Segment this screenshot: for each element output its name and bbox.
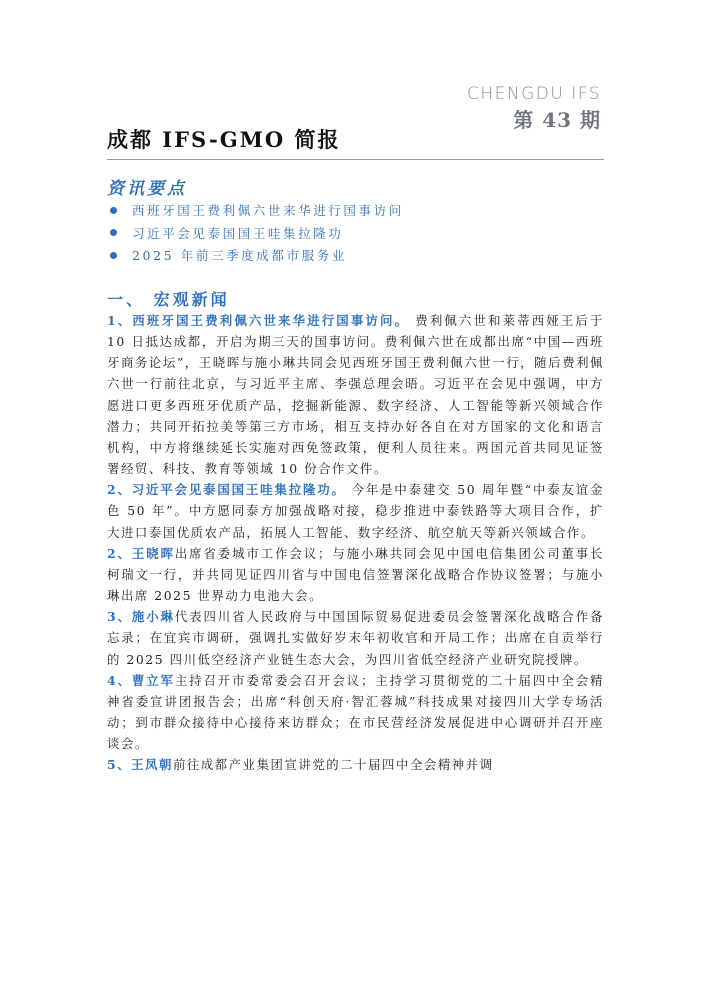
news-paragraph [107, 310, 604, 479]
paragraph-body: 出席省委城市工作会议；与施小琳共同会见中国电信集团公司董事长柯瑞文一行，并共同见证四川省与中国电信签署深化战略合作协议签署；与施小琳出席 2025 世界动力电池大会。 [107, 545, 605, 604]
highlights-list [110, 199, 404, 267]
paragraph-body: 今年是中泰建交 50 周年暨“中泰友谊金色 50 年”。中方愿同泰方加强战略对接，稳步推进中泰铁路等大项目合作，扩大进口泰国优质农产品，拓展人工智能、数字经济、航空航天等新兴领域合作。 [107, 482, 604, 540]
highlights-heading: 资讯要点 [107, 179, 187, 199]
paragraph-lead: 1、西班牙国王费利佩六世来华进行国事访问。 [107, 313, 410, 328]
section-heading: 一、 宏观新闻 [107, 290, 230, 309]
person-name: 王凤朝 [131, 757, 173, 773]
paragraph-body: 前往成都产业集团宣讲党的二十届四中全会精神并调 [172, 757, 494, 773]
section-content [107, 310, 604, 775]
person-name: 王晓晖 [131, 545, 175, 561]
paragraph-body: 费利佩六世和莱蒂西娅王后于 10 日抵达成都，开启为期三天的国事访问。费利佩六世在成都出席“中国—西班牙商务论坛”，王晓晖与施小琳共同会见西班牙国王费利佩六世一行，随后费利佩六世一行前往北京，与习近平主席、李强总理会晤。习近平在会见中强调，中方愿进口更多西班牙优质产品，挖掘新能源、数字经济、人工智能等新兴领域合作潜力；共同开拓拉美等第三方市场，相互支持办好各自在对方国家的文化和语言机构，中方将继续延长实施对西免签政策，便利人员往来。两国元首共同见证签署经贸、科技、教育等领域 10 份合作文件。 [107, 313, 605, 477]
bullet-icon [110, 252, 117, 259]
paragraph-lead: 4、 [107, 672, 132, 688]
person-name: 曹立军 [131, 672, 175, 688]
news-paragraph [107, 754, 604, 775]
news-paragraph [107, 670, 604, 755]
title-divider [107, 159, 604, 160]
paragraph-body: 代表四川省人民政府与中国国际贸易促进委员会签署深化战略合作备忘录；在宜宾市调研，强调扎实做好岁末年初收官和开局工作；出席在自贡举行的 2025 四川低空经济产业链生态大会，为四川省低空经济产业研究院授牌。 [107, 609, 605, 667]
paragraph-lead: 2、习近平会见泰国国王哇集拉隆功。 [107, 482, 346, 498]
highlight-item[interactable] [110, 199, 404, 222]
person-name: 施小琳 [131, 609, 175, 625]
page-title: 成都 IFS-GMO 简报 [107, 127, 341, 152]
highlight-item[interactable] [110, 244, 404, 267]
paragraph-lead: 2、 [107, 545, 132, 561]
bullet-icon [110, 207, 117, 214]
paragraph-lead: 3、 [107, 609, 132, 625]
bullet-icon [110, 229, 117, 236]
highlight-text: 2025 年前三季度成都市服务业 [132, 248, 347, 264]
news-paragraph [107, 479, 604, 542]
highlight-text: 习近平会见泰国国王哇集拉隆功 [132, 225, 344, 241]
issue-number: 第 43 期 [513, 108, 601, 132]
paragraph-body: 主持召开市委常委会召开会议；主持学习贯彻党的二十届四中全会精神省委宣讲团报告会；出席“科创天府·智汇蓉城”科技成果对接四川大学专场活动；到市群众接待中心接待来访群众；在市民营经济发展促进中心调研并召开座谈会。 [107, 672, 605, 752]
highlight-text: 西班牙国王费利佩六世来华进行国事访问 [132, 203, 404, 219]
news-paragraph [107, 543, 604, 606]
brand-label: CHENGDU IFS [466, 84, 601, 104]
news-paragraph [107, 606, 604, 669]
highlight-item[interactable] [110, 222, 404, 245]
paragraph-lead: 5、 [107, 757, 132, 773]
